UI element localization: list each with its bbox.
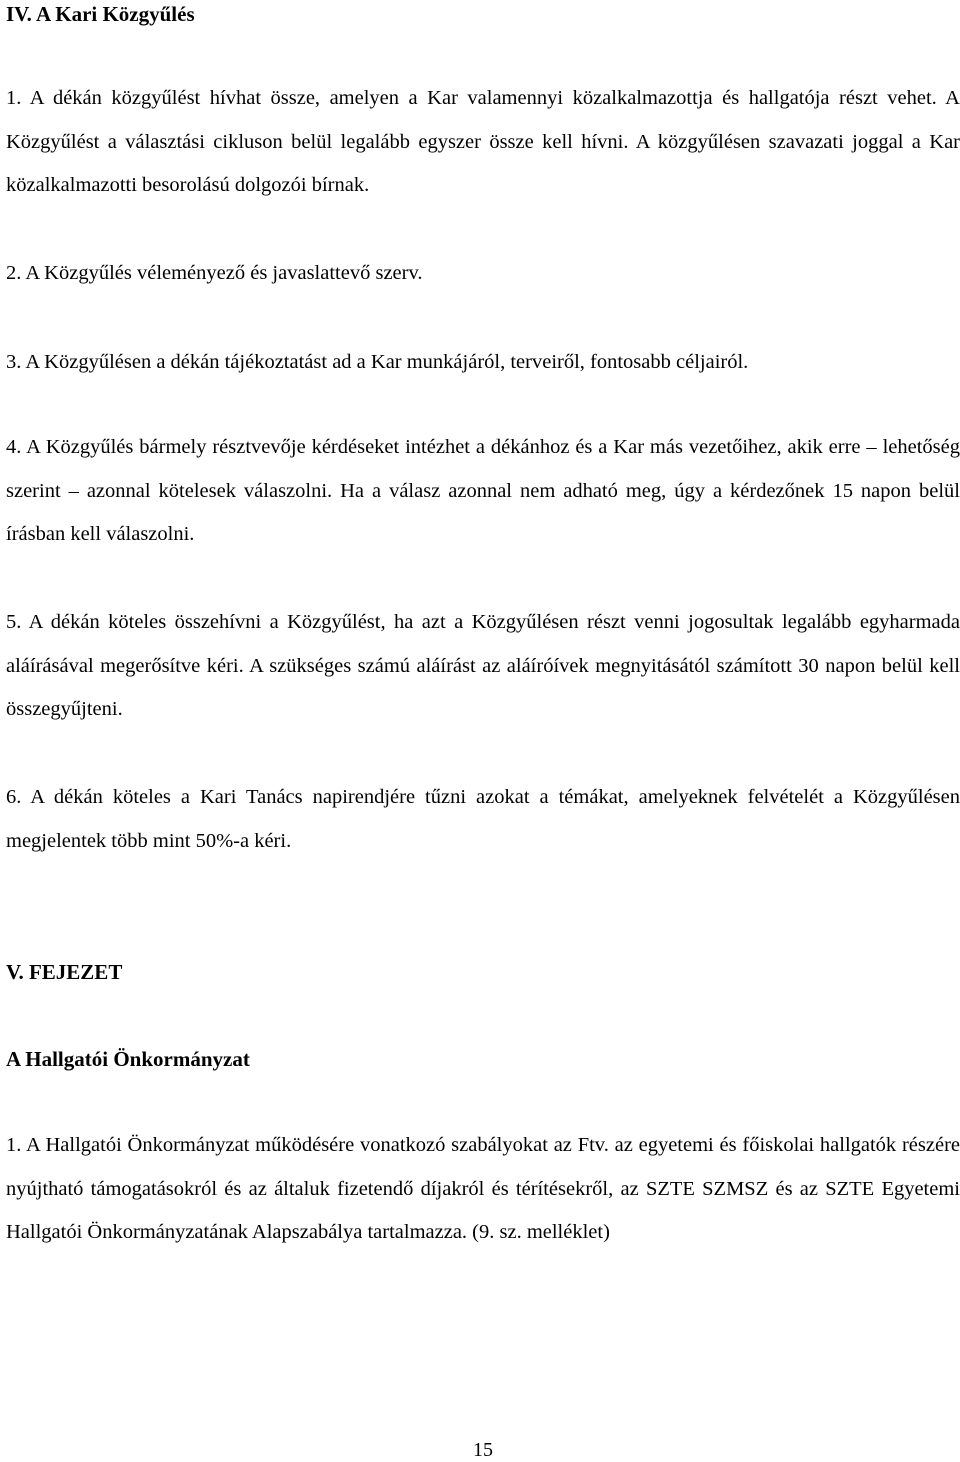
paragraph-chapter-v-1: 1. A Hallgatói Önkormányzat működésére vonatkozó szabályokat az Ftv. az egyetemi és főiskolai hallgatók részére nyújtható támogatásokról és az általuk fizetendő díjakról és térítésekről, az SZTE SZMSZ és az SZTE Egyetemi Hallgatói Önkormányzatának Alapszabálya tartalmazza. (9. sz. melléklet) [6, 1134, 960, 1243]
paragraph-3: 3. A Közgyűlésen a dékán tájékoztatást ad a Kar munkájáról, terveiről, fontosabb céljairól. [6, 351, 749, 373]
paragraph-4: 4. A Közgyűlés bármely résztvevője kérdéseket intézhet a dékánhoz és a Kar más vezetőihez, akik erre – lehetőség szerint – azonnal kötelesek válaszolni. Ha a válasz azonnal nem adható meg, úgy a kérdezőnek 15 napon belül írásban kell válaszolni. [6, 436, 960, 545]
page-number: 15 [473, 1439, 493, 1461]
paragraph-6: 6. A dékán köteles a Kari Tanács napirendjére tűzni azokat a témákat, amelyeknek felvételét a Közgyűlésen megjelentek több mint 50%-a kéri. [6, 786, 960, 852]
paragraph-5: 5. A dékán köteles összehívni a Közgyűlést, ha azt a Közgyűlésen részt venni jogosultak legalább egyharmada aláírásával megerősítve kéri. A szükséges számú aláírást az aláíróívek megnyitásától számított 30 napon belül kell összegyűjteni. [6, 611, 960, 720]
section-heading: IV. A Kari Közgyűlés [6, 2, 195, 26]
paragraph-2: 2. A Közgyűlés véleményező és javaslattevő szerv. [6, 262, 423, 284]
chapter-subtitle: A Hallgatói Önkormányzat [6, 1047, 250, 1071]
paragraph-1: 1. A dékán közgyűlést hívhat össze, amelyen a Kar valamennyi közalkalmazottja és hallgatója részt vehet. A Közgyűlést a választási cikluson belül legalább egyszer össze kell hívni. A közgyűlésen szavazati joggal a Kar közalkalmazotti besorolású dolgozói bírnak. [6, 87, 960, 196]
chapter-heading: V. FEJEZET [6, 960, 123, 984]
